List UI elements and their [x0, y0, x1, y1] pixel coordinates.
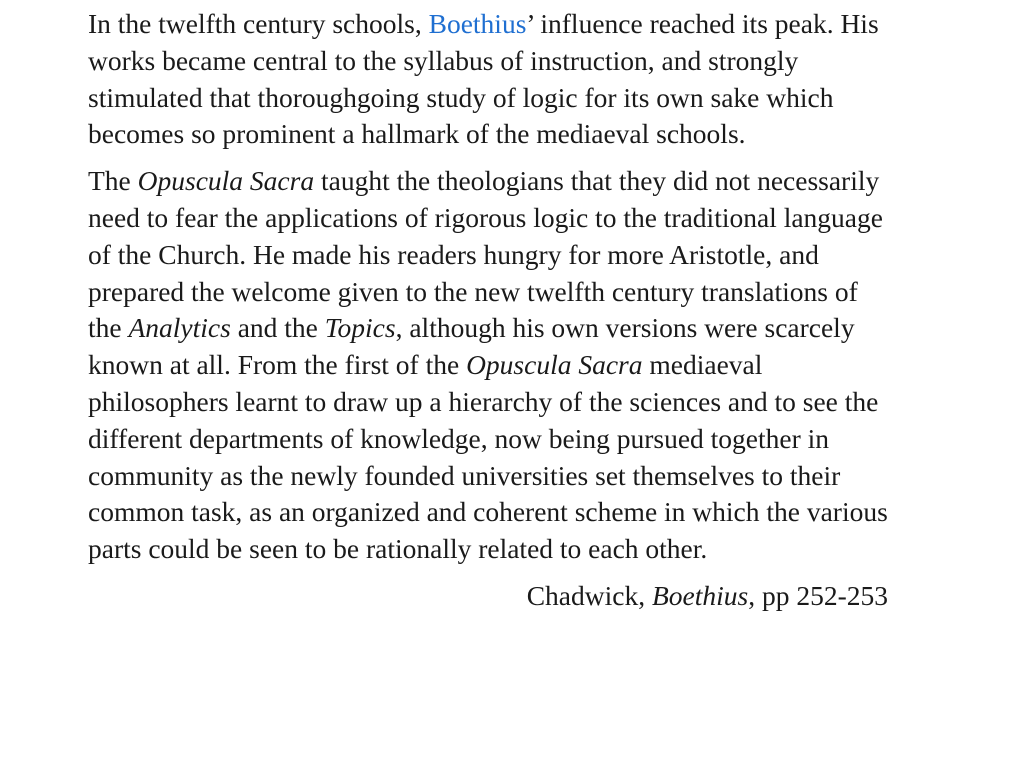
citation-pages: , pp 252-253 [748, 579, 888, 611]
citation-author: Chadwick, [526, 579, 652, 611]
paragraph-intro [88, 6, 898, 153]
paragraph-intro-text-start: In the twelfth century schools, [88, 8, 429, 39]
citation-work: Boethius [651, 579, 749, 611]
paragraph-opuscula-text-5: mediaeval philosophers learnt to draw up a hierarchy of the sciences and to see the different departments of knowledge, now being pursued together in community as the newly founded universities set themselves to their common task, as an organized and coherent scheme in which the various parts could be seen to be rationally related to each other. [88, 349, 888, 565]
boethius-link[interactable]: Boethius [428, 8, 527, 39]
paragraph-opuscula-text-1: The [88, 165, 138, 197]
paragraph-opuscula-text-4: , although his own versions were scarcely known at all. From the first of the [88, 312, 855, 381]
title-topics: Topics [324, 312, 396, 344]
title-opuscula-sacra-second: Opuscula Sacra [466, 349, 643, 381]
slide-content [88, 6, 898, 615]
paragraph-opuscula-text-3: and the [230, 312, 325, 344]
citation [88, 578, 898, 615]
paragraph-opuscula-text-2: taught the theologians that they did not necessarily need to fear the applications of rigorous logic to the traditional language of the Church. He made his readers hungry for more Aristotle, and prepared the welcome given to the new twelfth century translations of the [88, 165, 883, 344]
paragraph-intro-text-end: ’ influence reached its peak. His works became central to the syllabus of instruction, and strongly stimulated that thoroughgoing study of logic for its own sake which becomes so prominent a hallmark of the mediaeval schools. [88, 8, 879, 150]
title-opuscula-sacra: Opuscula Sacra [137, 165, 315, 197]
title-analytics: Analytics [128, 312, 231, 344]
paragraph-opuscula [88, 163, 898, 568]
